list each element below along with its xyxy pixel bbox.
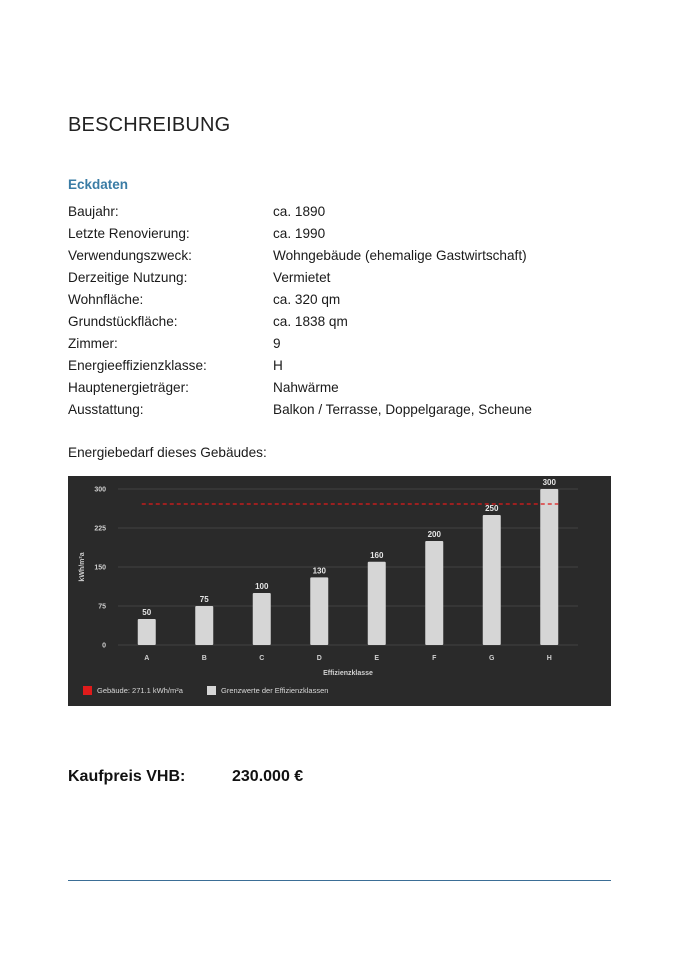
- bar-g: [483, 515, 501, 645]
- fact-row-energietraeger: [68, 377, 628, 399]
- fact-value: ca. 1838 qm: [273, 314, 348, 330]
- fact-row-zimmer: [68, 333, 628, 355]
- fact-label: Energieeffizienzklasse:: [68, 358, 207, 374]
- legend-swatch-building: [83, 686, 92, 695]
- fact-value: ca. 320 qm: [273, 291, 341, 307]
- fact-row-ausstattung: [68, 399, 628, 421]
- x-tick-label: F: [432, 655, 437, 662]
- y-tick-label: 300: [94, 486, 106, 494]
- price-value: 230.000 €: [232, 768, 304, 785]
- fact-row-baujahr: [68, 200, 628, 222]
- legend-label-building: Gebäude: 271.1 kWh/m²a: [97, 686, 183, 695]
- fact-label: Verwendungszweck:: [68, 247, 192, 263]
- fact-value: ca. 1890: [273, 203, 326, 219]
- bar-value-label: 130: [312, 566, 326, 576]
- x-tick-label: G: [489, 655, 495, 662]
- facts-table: [68, 200, 628, 421]
- fact-value: ca. 1990: [273, 225, 326, 241]
- subheading-eckdaten: Eckdaten: [68, 177, 129, 192]
- y-axis-label: kWh/m²a: [79, 552, 86, 582]
- fact-label: Zimmer:: [68, 336, 118, 352]
- energy-chart-svg: [68, 476, 611, 706]
- x-tick-label: C: [259, 655, 265, 662]
- energy-chart: [68, 476, 611, 706]
- bar-h: [540, 489, 558, 645]
- fact-label: Baujahr:: [68, 203, 119, 219]
- fact-label: Grundstückfläche:: [68, 314, 178, 330]
- fact-value: Balkon / Terrasse, Doppelgarage, Scheune: [273, 402, 532, 418]
- fact-row-renovierung: [68, 222, 628, 244]
- fact-label: Letzte Renovierung:: [68, 225, 190, 241]
- bar-c: [253, 593, 271, 645]
- fact-row-nutzung: [68, 266, 628, 288]
- y-tick-label: 75: [98, 603, 106, 611]
- x-tick-label: E: [374, 655, 380, 662]
- fact-row-energieklasse: [68, 355, 628, 377]
- fact-label: Wohnfläche:: [68, 291, 144, 307]
- y-tick-label: 225: [94, 525, 106, 533]
- x-tick-label: B: [201, 655, 207, 662]
- x-axis-label: Effizienzklasse: [323, 670, 373, 677]
- legend-swatch-limits: [207, 686, 216, 695]
- energy-caption: Energiebedarf dieses Gebäudes:: [68, 445, 267, 460]
- legend-label-limits: Grenzwerte der Effizienzklassen: [221, 686, 329, 695]
- x-tick-label: H: [546, 655, 552, 662]
- bar-value-label: 300: [542, 478, 556, 487]
- fact-label: Ausstattung:: [68, 402, 144, 418]
- fact-value: Vermietet: [273, 269, 331, 285]
- fact-value: Nahwärme: [273, 380, 339, 396]
- bar-value-label: 100: [255, 582, 269, 591]
- fact-row-verwendungszweck: [68, 244, 628, 266]
- bar-value-label: 50: [142, 608, 152, 617]
- bar-f: [425, 541, 443, 645]
- y-tick-label: 0: [102, 642, 106, 650]
- x-tick-label: A: [144, 655, 150, 662]
- bar-value-label: 75: [199, 595, 209, 604]
- fact-value: 9: [273, 336, 281, 352]
- bar-value-label: 250: [485, 504, 499, 513]
- x-tick-label: D: [316, 655, 322, 662]
- fact-value: H: [273, 358, 283, 374]
- bar-e: [368, 562, 386, 645]
- fact-label: Derzeitige Nutzung:: [68, 269, 188, 285]
- price-line: [68, 768, 303, 786]
- bar-value-label: 160: [370, 550, 384, 560]
- bar-d: [310, 577, 328, 645]
- fact-label: Hauptenergieträger:: [68, 380, 189, 396]
- y-tick-label: 150: [94, 564, 106, 572]
- fact-row-wohnflaeche: [68, 288, 628, 310]
- price-label: Kaufpreis VHB:: [68, 768, 186, 785]
- bar-a: [138, 619, 156, 645]
- bar-b: [195, 606, 213, 645]
- fact-row-grundstueck: [68, 310, 628, 332]
- bar-value-label: 200: [427, 530, 441, 539]
- footer-rule: [68, 880, 611, 881]
- fact-value: Wohngebäude (ehemalige Gastwirtschaft): [273, 247, 527, 263]
- section-title: BESCHREIBUNG: [68, 114, 231, 136]
